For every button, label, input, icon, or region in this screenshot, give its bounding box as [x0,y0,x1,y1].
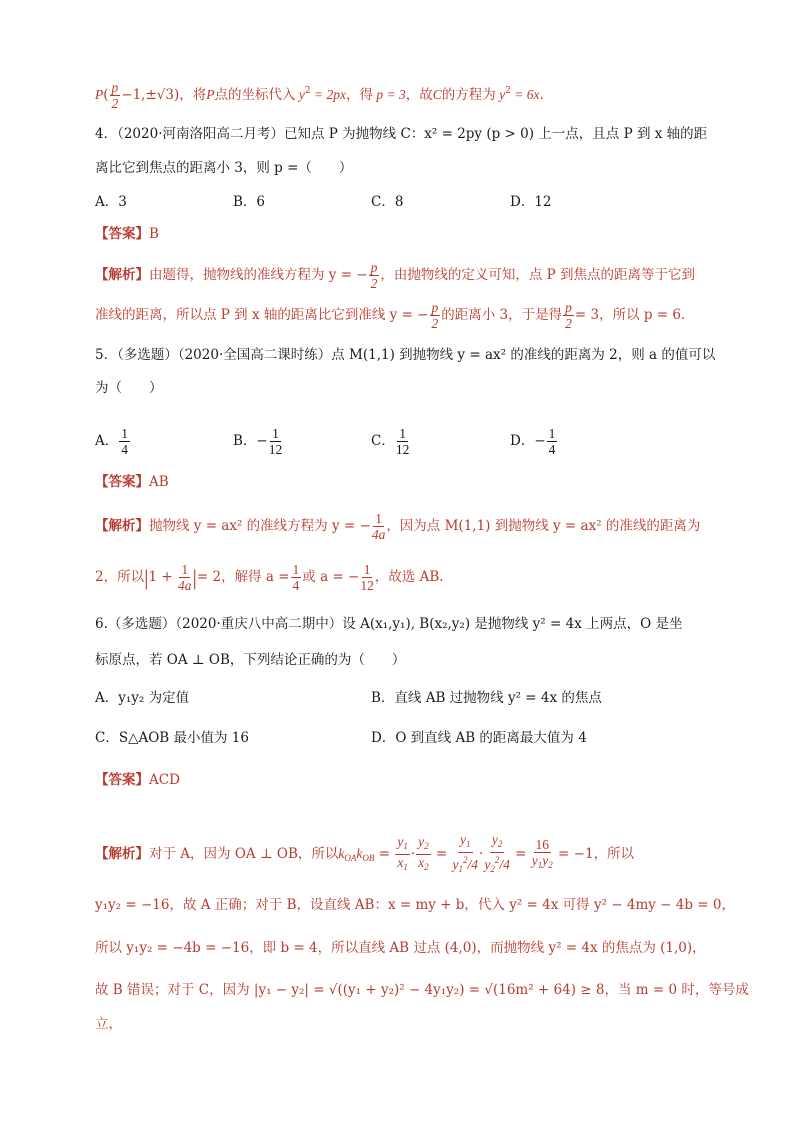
q4-option-b: B．6 [233,194,266,210]
q5-option-b: B．− $\frac{1}{12}$ [233,426,283,457]
q5-analysis-line1: 【解析】抛物线 y = ax² 的准线方程为 y = − $\frac{1}{4a}$ ，因为点 M(1,1) 到抛物线 y = ax² 的准线的距离为 [95,511,701,542]
q4-analysis-line1: 【解析】由题得，抛物线的准线方程为 y = − $\frac{p}{2}$ ，由抛物线的定义可知，点 P 到焦点的距离等于它到 [95,260,696,291]
q5-answer: 【答案】AB [95,474,169,490]
q6-analysis-line5: 立， [95,1016,122,1032]
q6-analysis-line2: y₁y₂ = −16，故 A 正确；对于 B，设直线 AB：x = my + b，代入 y² = 4x 可得 y² − 4my − 4b = 0， [95,897,736,913]
q4-answer: 【答案】B [95,226,159,242]
q5-option-c: C． $\frac{1}{12}$ [371,426,410,457]
q5-stem-line2: 为（ ） [95,380,163,396]
q6-stem-line2: 标原点，若 OA ⊥ OB，下列结论正确的为（ ） [95,652,406,668]
q6-stem-line1: 6.（多选题）（2020·重庆八中高二期中）设 A(x₁,y₁), B(x₂,y₂) 是抛物线 y² = 4x 上两点，O 是坐 [95,616,683,632]
q4-option-c: C．8 [371,194,404,210]
q6-option-b: B．直线 AB 过抛物线 y² = 4x 的焦点 [371,690,602,706]
q6-analysis-line1: 【解析】对于 A，因为 OA ⊥ OB，所以$k_{OA}k_{OB}$ = $\frac{y_1}{x_1}$ · $\frac{y_2}{x_2}$ = $\frac{y_1}{y_1^2/4}$ · $\frac{y_2}{y_2^2/4}$ = $\frac{16}{y_1y_2}$ = −1，所以 [95,832,635,874]
q4-stem-line2: 离比它到焦点的距离小 3，则 p =（ ） [95,160,353,176]
q5-stem-line1: 5．（多选题）（2020·全国高二课时练）点 M(1,1) 到抛物线 y = ax² 的准线的距离为 2，则 a 的值可以 [95,347,716,363]
q4-analysis-line2: 准线的距离，所以点 P 到 x 轴的距离比它到准线 y = − $\frac{p}{2}$ 的距离小 3，于是得 $\frac{p}{2}$ = 3，所以 p = 6． [95,300,695,331]
q6-option-a: A．y₁y₂ 为定值 [95,690,190,706]
q6-answer: 【答案】ACD [95,772,180,788]
q6-analysis-line4: 故 B 错误；对于 C，因为 |y₁ − y₂| = √((y₁ + y₂)² − 4y₁y₂) = √(16m² + 64) ≥ 8，当 m = 0 时，等号成 [95,982,749,998]
q4-stem-line1: 4．（2020·河南洛阳高二月考）已知点 P 为抛物线 C：x² = 2py (p > 0) 上一点，且点 P 到 x 轴的距 [95,126,708,142]
q5-option-d: D．− $\frac{1}{4}$ [510,426,556,457]
q5-analysis-line2: 2，所以|1 + $\frac{1}{4a}$ |= 2，解得 a = $\frac{1}{4}$ 或 a = − $\frac{1}{12}$ ，故选 AB. [95,562,444,593]
q6-option-d: D．O 到直线 AB 的距离最大值为 4 [371,730,587,746]
q6-option-c: C．S△AOB 最小值为 16 [95,730,249,746]
q6-analysis-line3: 所以 y₁y₂ = −4b = −16，即 b = 4，所以直线 AB 过点 (4,0)，而抛物线 y² = 4x 的焦点为 (1,0)， [95,940,706,956]
q4-option-a: A．3 [95,194,127,210]
q5-option-a: A． $\frac{1}{4}$ [95,426,128,457]
continuation-line: P( $\frac{p}{2}$ −1,±√3)，将P点的坐标代入 $y^2 = 2px$，得 p = 3，故C的方程为 $y^2 = 6x$. [95,80,544,111]
q4-option-d: D．12 [510,194,552,210]
